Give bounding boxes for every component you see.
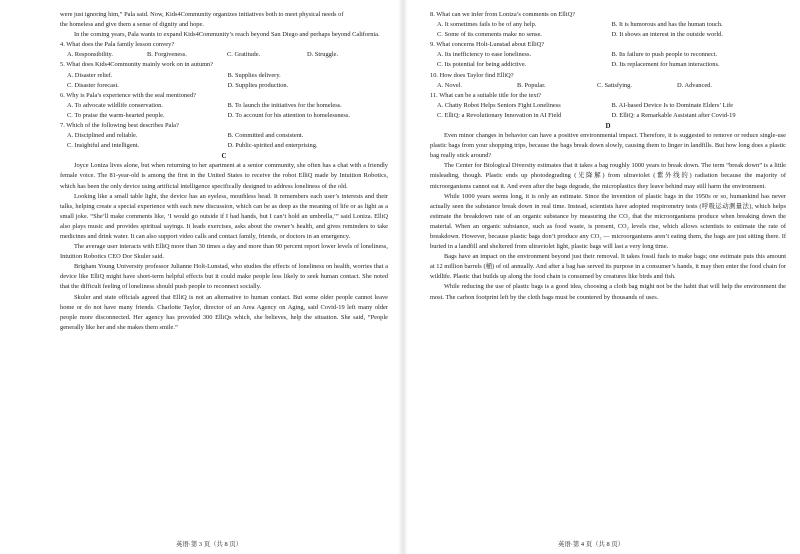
question-9 [430,40,786,70]
passage-c-paragraph-1: Joyce Loniza lives alone, but when returning to her apartment at a senior community, she often has a chat with a friendly female voice. The 81-year-old is among the first in the United States to receive the robot ElliQ made by Intuition Robotics, which has been the only device using artificial intelligence specifically designed to address loneliness of the old. [60,162,388,190]
option-b: B. AI-based Device Is to Dominate Elders’ Life [611,101,734,109]
option-d: D. Struggle. [307,51,339,59]
option-b: B. Committed and consistent. [227,132,304,140]
option-c: C. To praise the warm-hearted people. [67,111,165,119]
intro-line-2: the homeless and give them a sense of dignity and hope. [60,21,204,29]
option-d: D. It shows an interest in the outside world. [611,31,723,39]
option-a: A. To advocate wildlife conservation. [67,101,163,109]
question-stem: 11. What can be a suitable title for the text? [430,91,542,99]
option-d: D. To account for his attention to homelessness. [227,111,350,119]
question-8 [430,10,786,40]
passage-c-paragraph-5: Skuler and state officials agreed that ElliQ is not an alternative to human contact. But some older people cannot leave home or do not have many friends. Charlotte Taylor, director of an Area Agency on Aging, said Covid-19 left many older people more disconnected. Her agency has provided 300 ElliQs which, she believes, help the situation. She said, “People generally like her and she makes them smile.” [60,293,388,331]
option-d: D. Its replacement for human interactions. [611,61,720,69]
option-a: A. Chatty Robot Helps Seniors Fight Loneliness [437,101,561,109]
question-stem: 9. What concerns Holt-Lunstad about ElliQ? [430,41,545,49]
passage-c-paragraph-2: Looking like a small table light, the device has an eyeless, mouthless head. It remembers each user’s interests and their talks, helping create a special experience with each new discussion, which can be as deep as the meaning of life or as light as a small joke. “She’ll make comments like, ‘I would go outside if I had hands, but I can’t hold an umbrella,’” said Loniza. ElliQ also plays music and provides spiritual sayings. It leads exercises, asks about the owner’s health, and gives reminders to take medicines and drink water. It can also support video calls and contact family, friends, or doctors in an emergency. [60,192,388,240]
question-stem: 5. What does Kids4Community mainly work on in autumn? [60,61,214,69]
question-stem: 4. What does the Pala family lesson convey? [60,41,175,49]
passage-d-paragraph-2: The Center for Biological Diversity estimates that it takes a bag roughly 1000 years to break down. The term “break down” is a little misleading, though. Plastic ends up photodegrading (光降解) from ultraviolet (紫外线的) radiation because the majority of microorganisms cannot eat it. And even after the bags degrade, the microplastics they leave behind may still harm the environment. [430,162,786,190]
options [430,101,786,121]
options [430,50,786,70]
option-b: B. Popular. [517,81,546,89]
question-stem: 6. Why is Pala’s experience with the seal mentioned? [60,91,196,99]
option-d: D. Advanced. [677,81,712,89]
page-footer: 英语·第 4 页（共 8 页） [558,541,625,548]
passage-d-paragraph-3: While 1000 years seems long, it is only an estimate. Since the invention of plastic bags in the 1950s or so, humankind has never actually seen the substance break down in real time. Instead, scientists have adopted respirometry tests (呼吸运动测量法), which helps estimate the breakdown rate of an organic substance by measuring the CO₂ that the microorganisms produce when breaking down the material. When an organic substance, such as food waste, is present, CO₂ levels rise, which allows scientists to estimate the rate of breakdown. However, because plastic bags don’t produce any CO₂ — microorganisms aren’t eating them, the bags are just sitting there. If buried in a landfill and sheltered from ultraviolet light, plastic bags will last a very long time. [430,192,786,251]
options [60,131,388,151]
paragraph: In the coming years, Pala wants to expand Kids4Community’s reach beyond San Diego and perhaps beyond California. [74,31,380,39]
option-b: B. Forgiveness. [147,51,187,59]
option-a: A. Disaster relief. [67,71,113,79]
option-c: C. Gratitude. [227,51,261,59]
option-a: A. Novel. [437,81,463,89]
passage-d-paragraph-5: While reducing the use of plastic bags is a good idea, choosing a cloth bag might not be the habit that will help the environment the most. The carbon footprint left by the cloth bags must be countered by thousands of uses. [430,283,786,301]
question-11 [430,91,786,121]
passage-c-paragraph-3: The average user interacts with ElliQ more than 30 times a day and more than 90 percent report lower levels of loneliness, Intuition Robotics CEO Dor Skuler said. [60,243,388,261]
option-b: B. To launch the initiatives for the homeless. [227,101,342,109]
question-7 [60,121,388,151]
passage-c-paragraph-4: Brigham Young University professor Julianne Holt-Lunstad, who studies the effects of loneliness on health, worries that a device like ElliQ might have short-term helpful effects but it could make people less likely to seek human contact. She noted that the difficult feeling of loneliness should push people to reconnect socially. [60,263,388,291]
page-footer: 英语·第 3 页（共 8 页） [176,541,243,548]
option-a: A. Responsibility. [67,51,113,59]
question-stem: 8. What can we infer from Loniza’s comments on ElliQ? [430,11,576,18]
option-d: D. ElliQ: a Remarkable Assistant after Covid-19 [611,111,736,119]
option-c: C. Its potential for being addictive. [437,61,527,69]
section-d-heading: D [605,122,611,131]
option-c: C. Some of its comments make no sense. [437,31,542,39]
question-4 [60,40,388,60]
options [60,50,388,60]
passage-d-paragraph-1: Even minor changes in behavior can have a positive environmental impact. Therefore, it is suggested to remove or reduce single-use plastic bags from your shopping trips, because the bags break down slowly, causing them to linger in landfills. But how long does a plastic bag really stick around? [430,132,786,160]
option-c: C. ElliQ: a Revolutionary Innovation in AI Field [437,111,562,119]
option-c: C. Satisfying. [597,81,632,89]
option-b: B. Its failure to push people to reconnect. [611,51,718,59]
question-stem: 10. How does Taylor find ElliQ? [430,71,514,79]
options [60,101,388,121]
question-10 [430,71,786,91]
option-d: D. Public-spirited and enterprising. [227,142,318,150]
section-c-heading: C [221,152,227,161]
option-d: D. Supplies production. [227,81,289,89]
option-b: B. Supplies delivery. [227,71,281,79]
options [430,20,786,40]
question-6 [60,91,388,121]
option-a: A. Disciplined and reliable. [67,132,138,140]
intro-line-1: were just ignoring him,” Pala said. Now, Kids4Community organizes initiatives both to meet physical needs of [60,11,344,18]
right-page [408,0,800,554]
question-5 [60,60,388,90]
option-c: C. Disaster forecast. [67,81,119,89]
options [60,71,388,91]
question-stem: 7. Which of the following best describes Pala? [60,122,179,130]
options [430,81,786,91]
page-gutter [398,0,408,554]
option-a: A. It sometimes fails to be of any help. [437,21,537,29]
passage-d-paragraph-4: Bags have an impact on the environment beyond just their removal. It takes fossil fuels to make bags; one estimate puts this amount at 12 million barrels (桶) of oil annually. And after a bag has served its purpose in a consumer’s hands, it may then enter the food chain for wildlife. Plastic that builds up along the food chain is consumed by creatures like birds and fish. [430,253,786,281]
option-c: C. Insightful and intelligent. [67,142,140,150]
option-b: B. It is humorous and has the human touch. [611,21,723,29]
option-a: A. Its inefficiency to ease loneliness. [437,51,532,59]
